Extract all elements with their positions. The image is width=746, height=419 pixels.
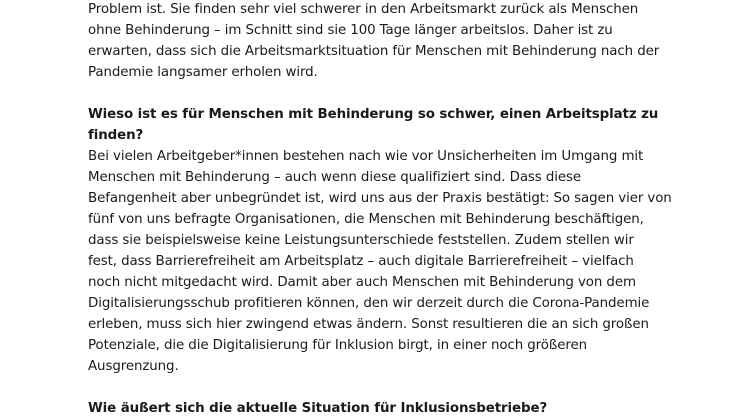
text-line: noch nicht mitgedacht wird. Damit aber auch Menschen mit Behinderung von dem bbox=[88, 275, 636, 290]
text-line: Menschen mit Behinderung – auch wenn diese qualifiziert sind. Dass diese bbox=[88, 170, 582, 185]
text-line: erwarten, dass sich die Arbeitsmarktsituation für Menschen mit Behinderung nach der bbox=[88, 44, 660, 59]
text-line: dass sie beispielsweise keine Leistungsunterschiede feststellen. Zudem stellen wir bbox=[88, 233, 634, 248]
text-line: Digitalisierungsschub profitieren können, den wir derzeit durch die Corona-Pandemie bbox=[88, 296, 650, 311]
text-line: Pandemie langsamer erholen wird. bbox=[88, 65, 318, 80]
heading-line: Wie äußert sich die aktuelle Situation für Inklusionsbetriebe? bbox=[88, 401, 548, 416]
text-line: fest, dass Barrierefreiheit am Arbeitsplatz – auch digitale Barrierefreiheit – vielfach bbox=[88, 254, 634, 269]
text-line: Potenziale, die die Digitalisierung für Inklusion birgt, in einer noch größeren bbox=[88, 338, 587, 353]
text-line: Ausgrenzung. bbox=[88, 359, 179, 374]
text-line: ohne Behinderung – im Schnitt sind sie 100 Tage länger arbeitslos. Daher ist zu bbox=[88, 23, 613, 38]
text-line: Bei vielen Arbeitgeber*innen bestehen nach wie vor Unsicherheiten im Umgang mit bbox=[88, 149, 644, 164]
text-line: Problem ist. Sie finden sehr viel schwerer in den Arbeitsmarkt zurück als Menschen bbox=[88, 2, 639, 17]
text-line: fünf von uns befragte Organisationen, die Menschen mit Behinderung beschäftigen, bbox=[88, 212, 644, 227]
text-line: erleben, muss sich hier zwingend etwas ändern. Sonst resultieren die an sich großen bbox=[88, 317, 649, 332]
heading-line: Wieso ist es für Menschen mit Behinderung so schwer, einen Arbeitsplatz zu bbox=[88, 107, 659, 122]
text-line: Befangenheit aber unbegründet ist, wird uns aus der Praxis bestätigt: So sagen vier von bbox=[88, 191, 672, 206]
heading-line: finden? bbox=[88, 128, 144, 143]
